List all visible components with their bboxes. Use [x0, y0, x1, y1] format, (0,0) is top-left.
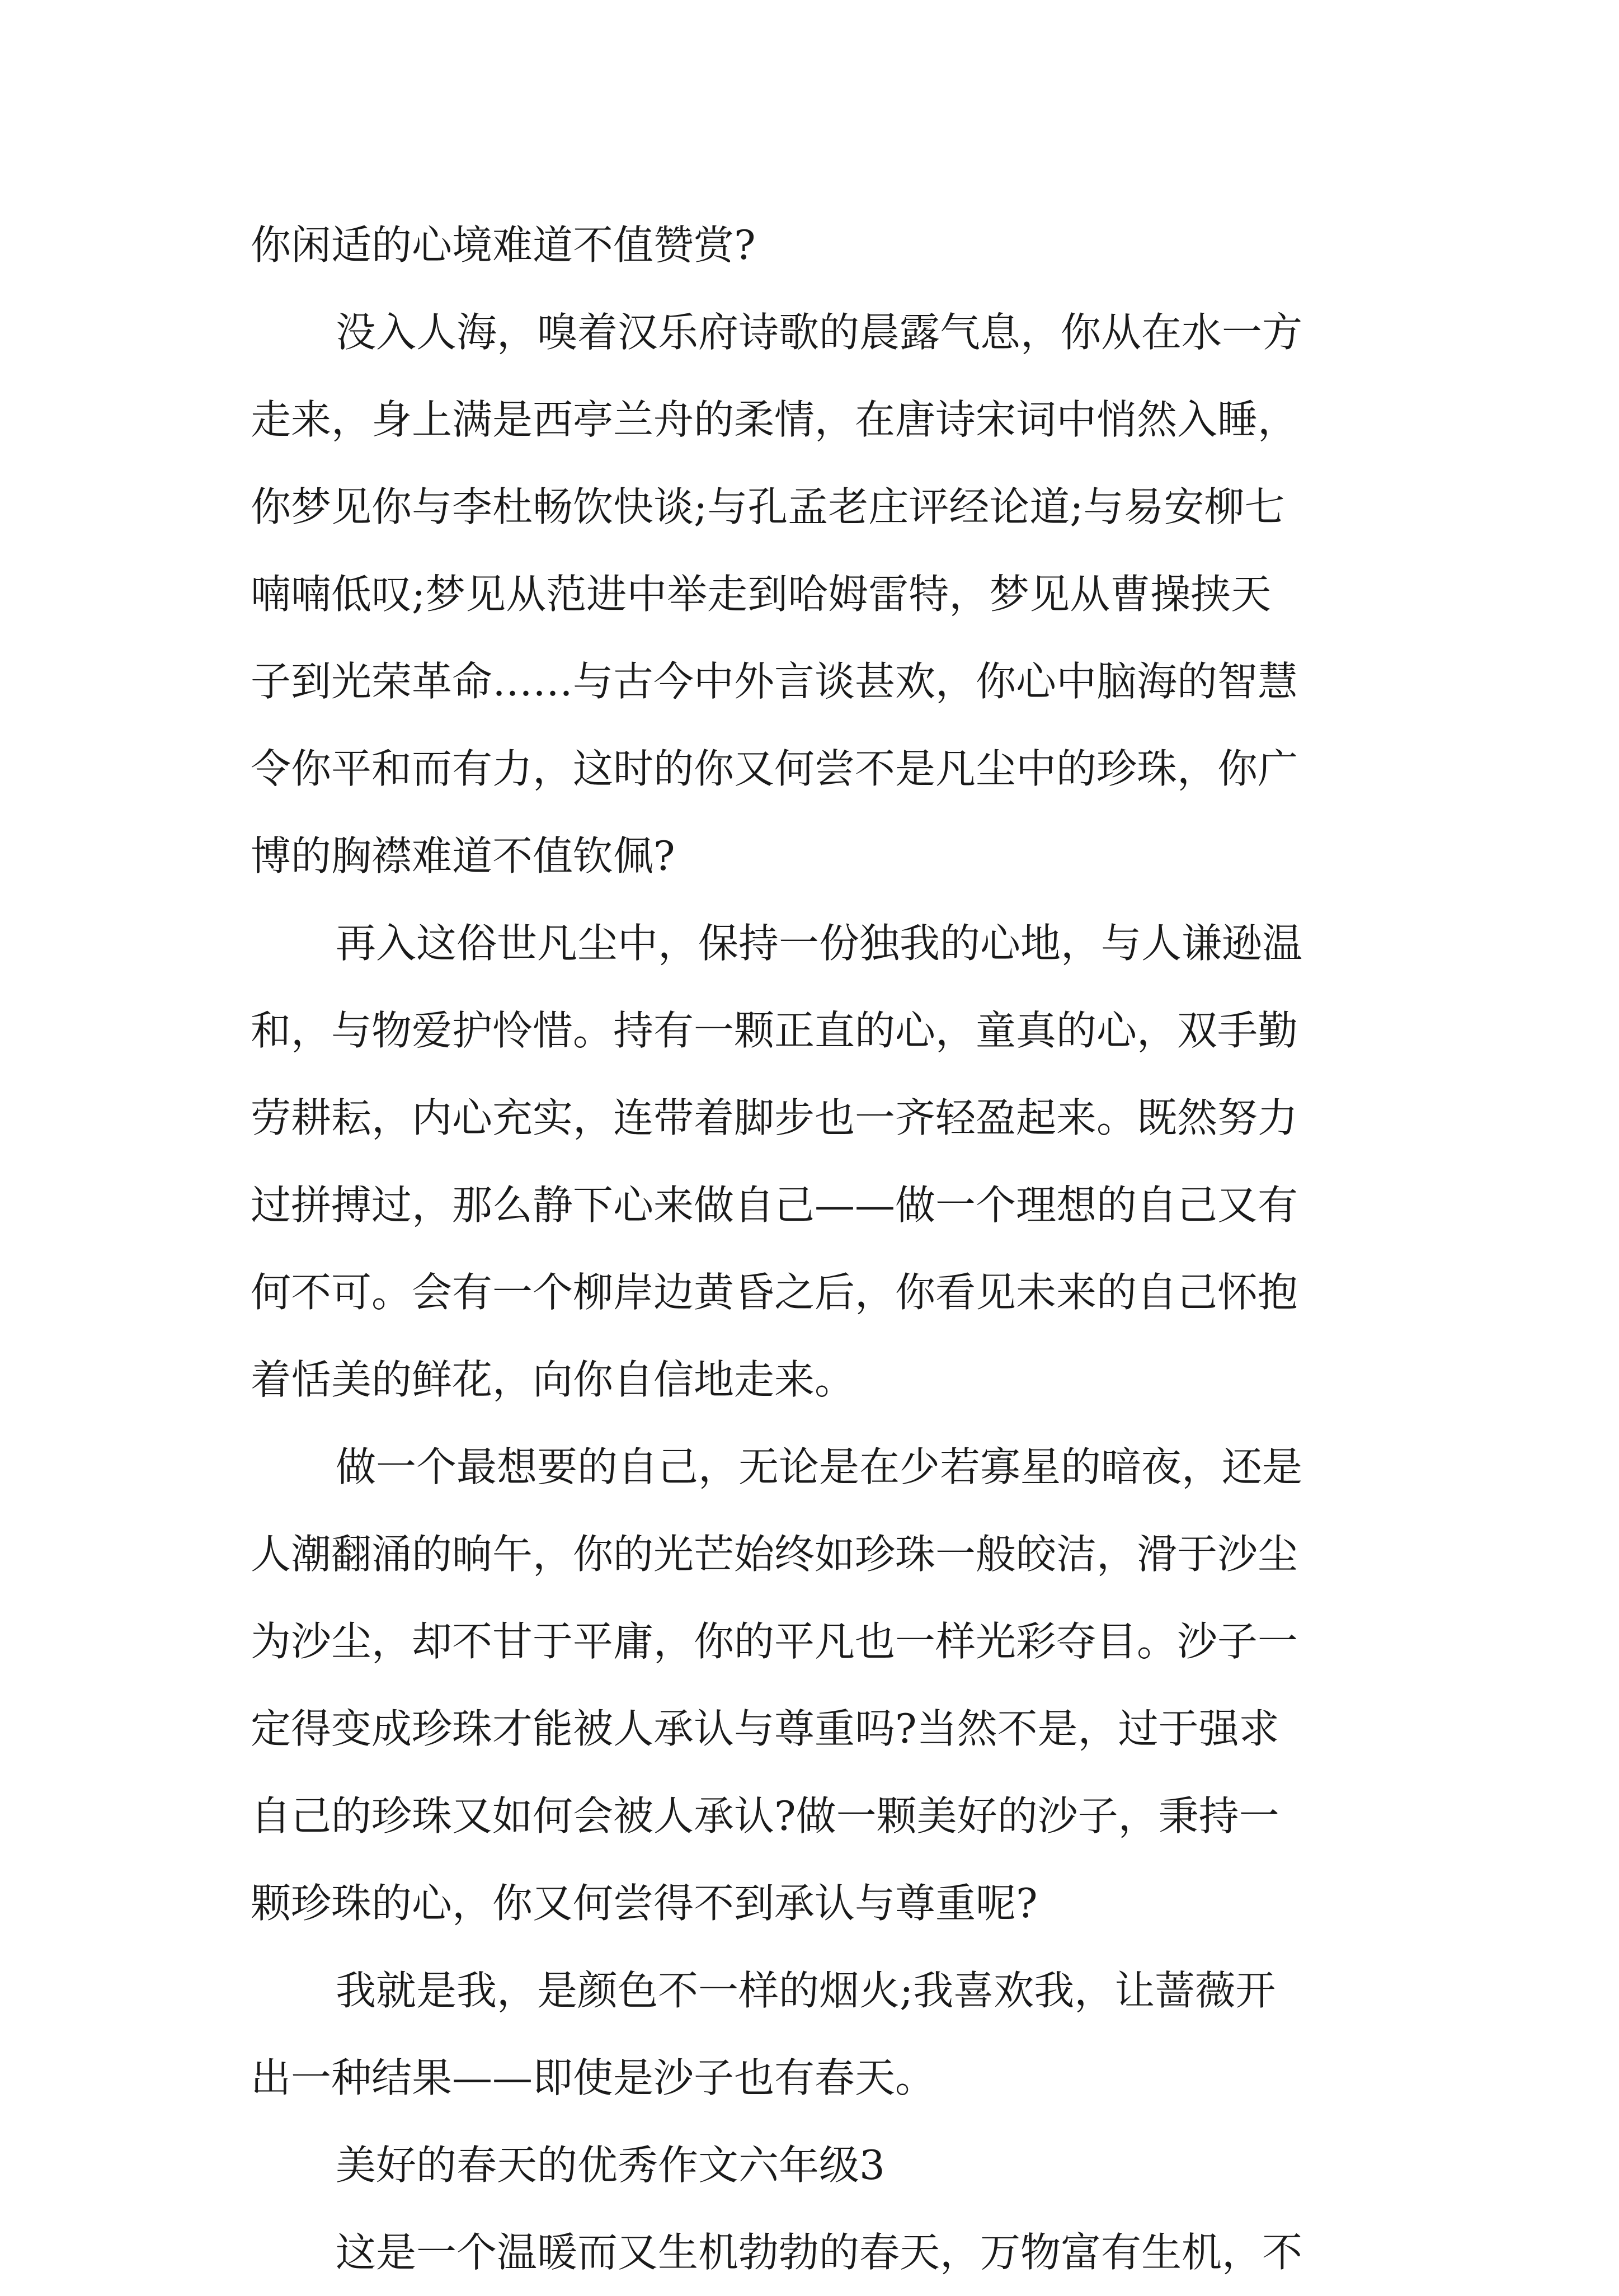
text-line: 过拼搏过，那么静下心来做自己——做一个理想的自己又有 [251, 1182, 1298, 1229]
text-line: 为沙尘，却不甘于平庸，你的平凡也一样光彩夺目。沙子一 [251, 1618, 1298, 1665]
text-line: 走来，身上满是西亭兰舟的柔情，在唐诗宋词中悄然入睡， [251, 396, 1298, 443]
text-line: 自己的珍珠又如何会被人承认?做一颗美好的沙子，秉持一 [251, 1792, 1279, 1839]
text-line: 子到光荣革命……与古今中外言谈甚欢，你心中脑海的智慧 [251, 658, 1298, 705]
text-line: 着恬美的鲜花，向你自信地走来。 [251, 1356, 855, 1403]
paragraph-start-line: 我就是我，是颜色不一样的烟火;我喜欢我，让蔷薇开 [336, 1967, 1276, 2014]
text-line: 定得变成珍珠才能被人承认与尊重吗?当然不是，过于强求 [251, 1705, 1279, 1752]
paragraph-start-line: 这是一个温暖而又生机勃勃的春天，万物富有生机，不 [336, 2229, 1303, 2276]
text-line: 令你平和而有力，这时的你又何尝不是凡尘中的珍珠，你广 [251, 745, 1298, 792]
paragraph-start-line: 没入人海，嗅着汉乐府诗歌的晨露气息，你从在水一方 [336, 309, 1303, 356]
text-line: 出一种结果——即使是沙子也有春天。 [251, 2054, 936, 2101]
text-line: 喃喃低叹;梦见从范进中举走到哈姆雷特，梦见从曹操挟天 [251, 571, 1272, 618]
section-heading: 美好的春天的优秀作文六年级3 [336, 2142, 885, 2189]
text-line: 博的胸襟难道不值钦佩? [251, 832, 675, 879]
text-line: 颗珍珠的心，你又何尝得不到承认与尊重呢? [251, 1880, 1038, 1927]
text-line: 劳耕耘，内心充实，连带着脚步也一齐轻盈起来。既然努力 [251, 1094, 1298, 1141]
essay-text [251, 201, 1386, 2296]
paragraph-start-line: 做一个最想要的自己，无论是在少若寡星的暗夜，还是 [336, 1443, 1303, 1490]
text-line: 你梦见你与李杜畅饮快谈;与孔孟老庄评经论道;与易安柳七 [251, 483, 1285, 530]
text-line: 你闲适的心境难道不值赞赏? [251, 222, 756, 269]
paragraph-start-line: 再入这俗世凡尘中，保持一份独我的心地，与人谦逊温 [336, 920, 1303, 967]
text-line: 何不可。会有一个柳岸边黄昏之后，你看见未来的自己怀抱 [251, 1269, 1298, 1316]
text-line: 和，与物爱护怜惜。持有一颗正直的心，童真的心，双手勤 [251, 1007, 1298, 1054]
text-line: 人潮翻涌的晌午，你的光芒始终如珍珠一般皎洁，滑于沙尘 [251, 1531, 1298, 1578]
